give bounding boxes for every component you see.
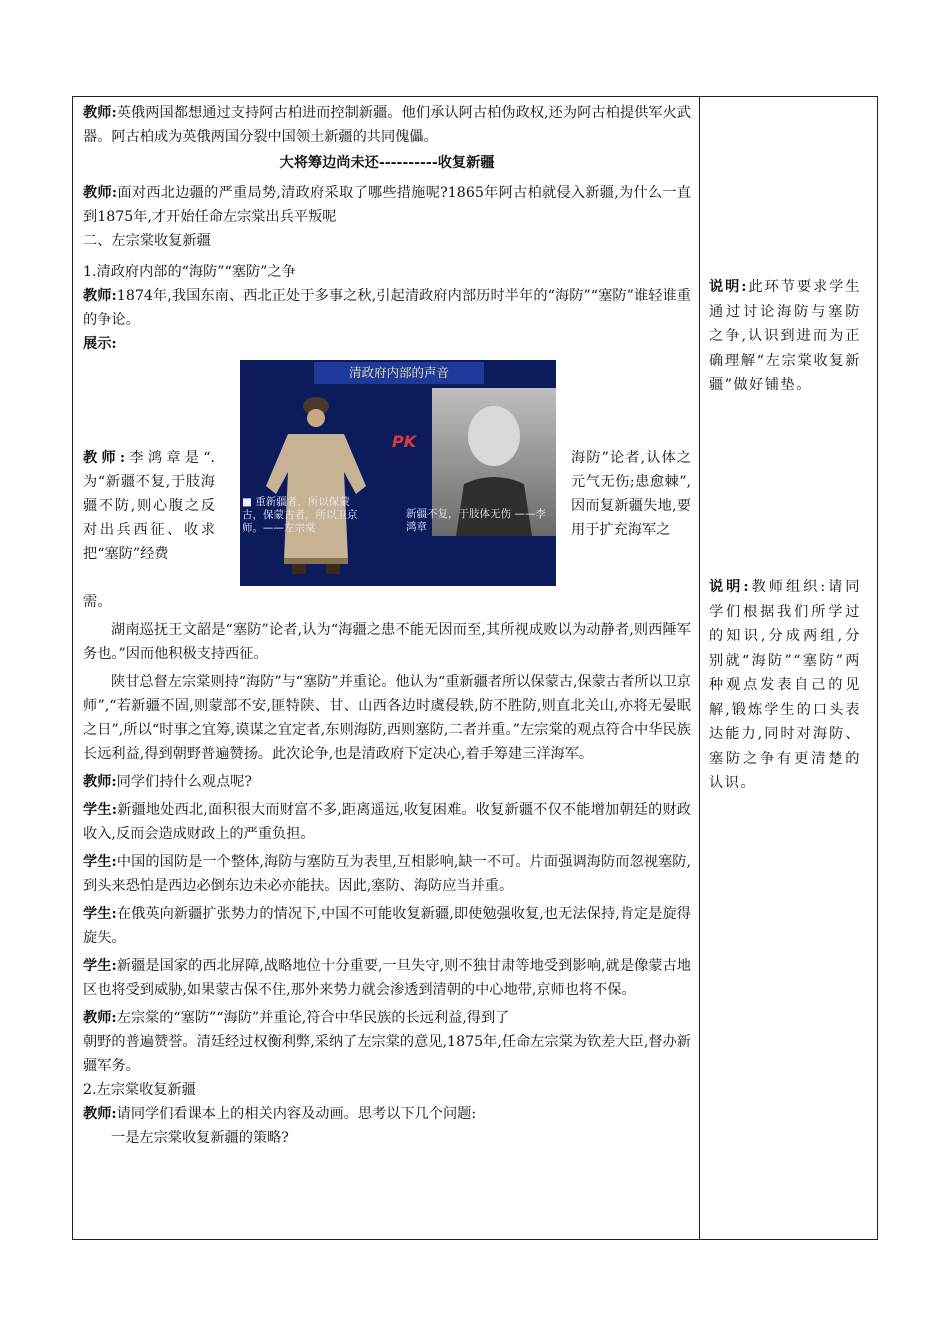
note-label: 说明: (709, 279, 749, 295)
paragraph (83, 181, 691, 229)
caption-zuo: ■ 重新疆者，所以保蒙古，保蒙古者，所以卫京师。——左宗棠 (242, 496, 358, 534)
paragraph: 一是左宗棠收复新疆的策略? (111, 1130, 289, 1146)
speaker-label: 教师: (83, 450, 126, 466)
image-title: 清政府内部的声音 (314, 362, 484, 384)
paragraph: 学生:中国的国防是一个整体,海防与塞防互为表里,互相影响,缺一不可。片面强调海防而忽视塞防,到头来恐怕是西边必倒东边未必亦能扶。因此,塞防、海防应当并重。 (83, 854, 691, 894)
note-text: 此环节要求学生通过讨论海防与塞防之争,认识到进而为正确理解“左宗棠收复新疆”做好铺垫。 (709, 279, 861, 393)
speaker-label: 教师: (83, 185, 118, 201)
paragraph (83, 101, 691, 149)
speaker-label: 学生: (83, 958, 117, 974)
debate-image (240, 360, 556, 586)
paragraph-text: 面对西北边疆的严重局势,清政府采取了哪些措施呢?1865年阿古柏就侵入新疆,为什么一直到1875年,才开始任命左宗棠出兵平叛呢 (83, 185, 691, 225)
speaker-label: 学生: (83, 906, 117, 922)
subheading: 2.左宗棠收复新疆 (83, 1082, 196, 1098)
paragraph: 朝野的普遍赞誉。清廷经过权衡利弊,采纳了左宗棠的意见,1875年,任命左宗棠为钦差大臣,督办新疆军务。 (83, 1034, 691, 1074)
speaker-label: 学生: (83, 802, 117, 818)
paragraph: 学生:新疆是国家的西北屏障,战略地位十分重要,一旦失守,则不独甘肃等地受到影响,就是像蒙古地区也将受到威胁,如果蒙古保不住,那外来势力就会渗透到清朝的中心地带,京师也将不保。 (83, 958, 691, 998)
paragraph: 教师:同学们持什么观点呢? (83, 774, 252, 790)
paragraph: 学生:新疆地处西北,面积很大而财富不多,距离遥远,收复困难。收复新疆不仅不能增加朝廷的财政收入,反而会造成财政上的严重负担。 (83, 802, 691, 842)
main-column (83, 101, 691, 1150)
paragraph: 陕甘总督左宗棠则持“海防”与“塞防”并重论。他认为“重新疆者所以保蒙古,保蒙古者所以卫京师”,“若新疆不固,则蒙部不安,匪特陕、甘、山西各边时虞侵轶,防不胜防,则直北关山,亦将无晏眠之日”,所以“时事之宜筹,谟谋之宜定者,东则海防,西则塞防,二者并重。”左宗棠的观点符合中华民族长远利益,得到朝野普遍赞扬。此次论争,也是清政府下定决心,着手筹建三洋海军。 (83, 674, 691, 762)
paragraph-text: 1874年,我国东南、西北正处于多事之秋,引起清政府内部历时半年的“海防”“塞防”谁轻谁重的争论。 (83, 288, 691, 328)
caption-li: 新疆不复，于肢体无伤 ——李鸿章 (406, 508, 546, 533)
speaker-label: 教师: (83, 1010, 117, 1026)
paragraph: 湖南巡抚王文韶是“塞防”论者,认为“海疆之患不能无因而至,其所视成败以为动静者,则西陲军务也。”因而他积极支持西征。 (83, 622, 691, 662)
speaker-label: 教师: (83, 105, 117, 121)
paragraph: 教师:请同学们看课本上的相关内容及动画。思考以下几个问题: (83, 1106, 477, 1122)
note-label: 说明: (709, 579, 751, 595)
wrapped-text-right: 海防”论者,认体之元气无伤;患愈棘”,因而复新疆失地,要用于扩充海军之 (571, 450, 691, 538)
section-heading: 二、左宗棠收复新疆 (83, 233, 211, 249)
zuo-zongtang-figure (248, 390, 418, 586)
speaker-label: 学生: (83, 854, 117, 870)
side-note (709, 575, 861, 796)
section-title: 大将筹边尚未还----------收复新疆 (279, 155, 495, 171)
paragraph (83, 284, 691, 332)
figure-row (83, 356, 691, 606)
paragraph: 教师:左宗棠的“塞防”“海防”并重论,符合中华民族的长远利益,得到了 (83, 1010, 510, 1026)
show-label: 展示: (83, 336, 117, 352)
lesson-table (72, 96, 878, 1240)
speaker-label: 教师: (83, 774, 117, 790)
paragraph: 需。 (83, 594, 112, 610)
subheading: 1.清政府内部的“海防”“塞防”之争 (83, 264, 296, 280)
pk-label: PK (392, 432, 417, 451)
speaker-label: 教师: (83, 1106, 117, 1122)
paragraph-text: 英俄两国都想通过支持阿古柏进而控制新疆。他们承认阿古柏伪政权,还为阿古柏提供军火武器。阿古柏成为英俄两国分裂中国领土新疆的共同傀儡。 (83, 105, 691, 145)
column-divider (699, 97, 700, 1239)
paragraph: 学生:在俄英向新疆扩张势力的情况下,中国不可能收复新疆,即使勉强收复,也无法保持,肯定是旋得旋失。 (83, 906, 691, 946)
wrapped-text-left: 教师:李鸿章是“.为“新疆不复,于肢海疆不防,则心腹之反对出兵西征、收求把“塞防”经费 (83, 450, 215, 562)
speaker-label: 教师: (83, 288, 117, 304)
note-text: 教师组织:请同学们根据我们所学过的知识,分成两组,分别就“海防”“塞防”两种观点发表自己的见解,锻炼学生的口头表达能力,同时对海防、塞防之争有更清楚的认识。 (709, 579, 861, 791)
side-note (709, 275, 861, 398)
